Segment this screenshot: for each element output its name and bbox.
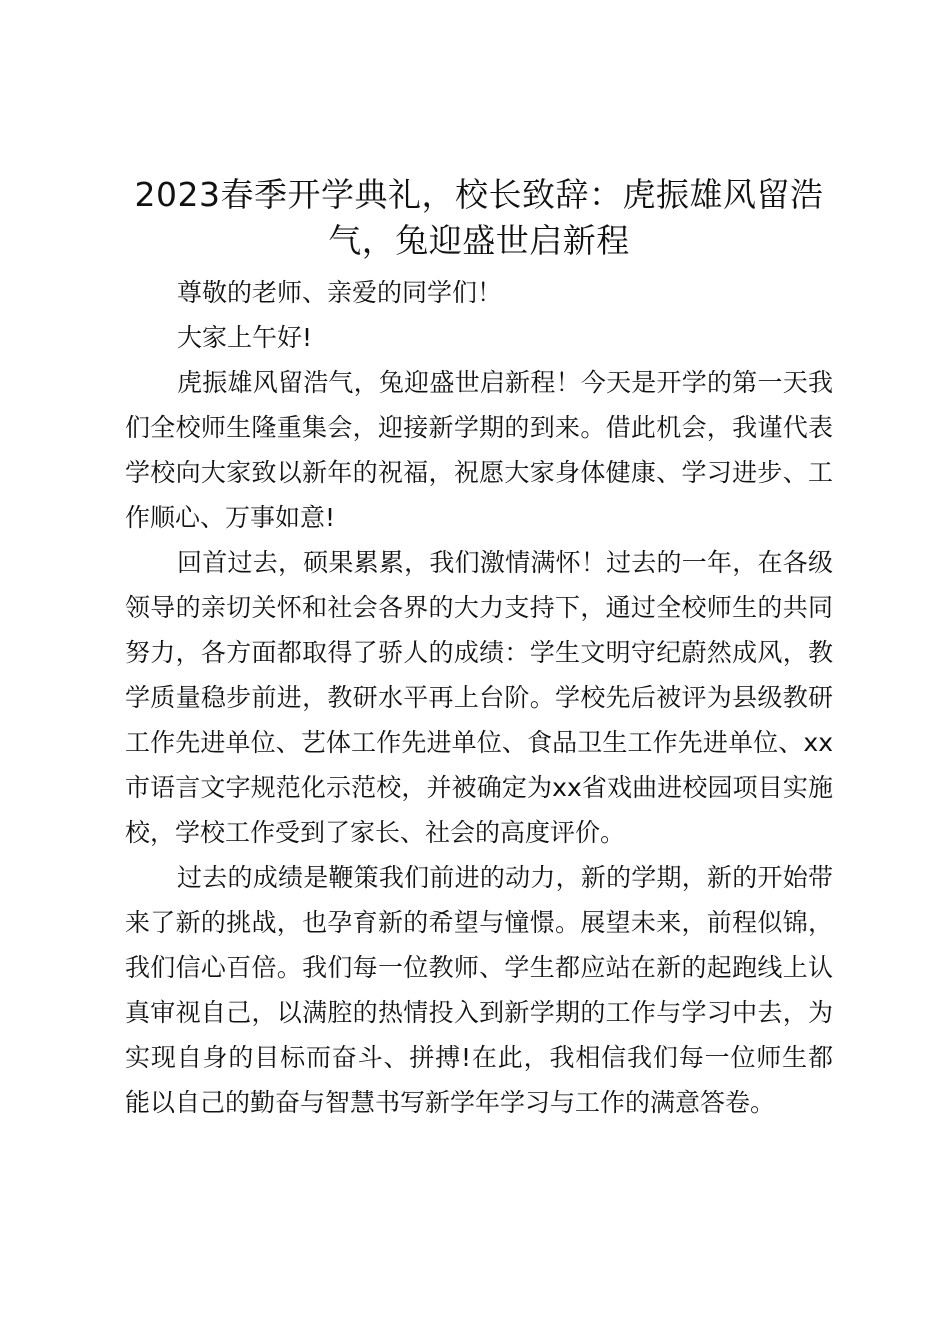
opening-paragraph: 虎振雄风留浩气，兔迎盛世启新程！今天是开学的第一天我们全校师生隆重集会，迎接新学期的到来。借此机会，我谨代表学校向大家致以新年的祝福，祝愿大家身体健康、学习进步、工作顺心、万事如意!: [125, 368, 833, 532]
document-body: [125, 172, 833, 1125]
salutation-paragraph: 尊敬的老师、亲爱的同学们！: [177, 278, 503, 307]
review-paragraph: 回首过去，硕果累累，我们激情满怀！过去的一年，在各级领导的亲切关怀和社会各界的大力支持下，通过全校师生的共同努力，各方面都取得了骄人的成绩：学生文明守纪蔚然成风，教学质量稳步前进，教研水平再上台阶。学校先后被评为县级教研工作先进单位、艺体工作先进单位、食品卫生工作先进单位、xx市语言文字规范化示范校，并被确定为xx省戏曲进校园项目实施校，学校工作受到了家长、社会的高度评价。: [125, 548, 833, 847]
outlook-paragraph: 过去的成绩是鞭策我们前进的动力，新的学期，新的开始带来了新的挑战，也孕育新的希望与憧憬。展望未来，前程似锦，我们信心百倍。我们每一位教师、学生都应站在新的起跑线上认真审视自己，以满腔的热情投入到新学期的工作与学习中去，为实现自身的目标而奋斗、拼搏!在此，我相信我们每一位师生都能以自己的勤奋与智慧书写新学年学习与工作的满意答卷。: [125, 863, 833, 1117]
document-title: 2023春季开学典礼，校长致辞：虎振雄风留浩气，兔迎盛世启新程: [134, 175, 824, 260]
greeting-paragraph: 大家上午好!: [177, 323, 313, 352]
